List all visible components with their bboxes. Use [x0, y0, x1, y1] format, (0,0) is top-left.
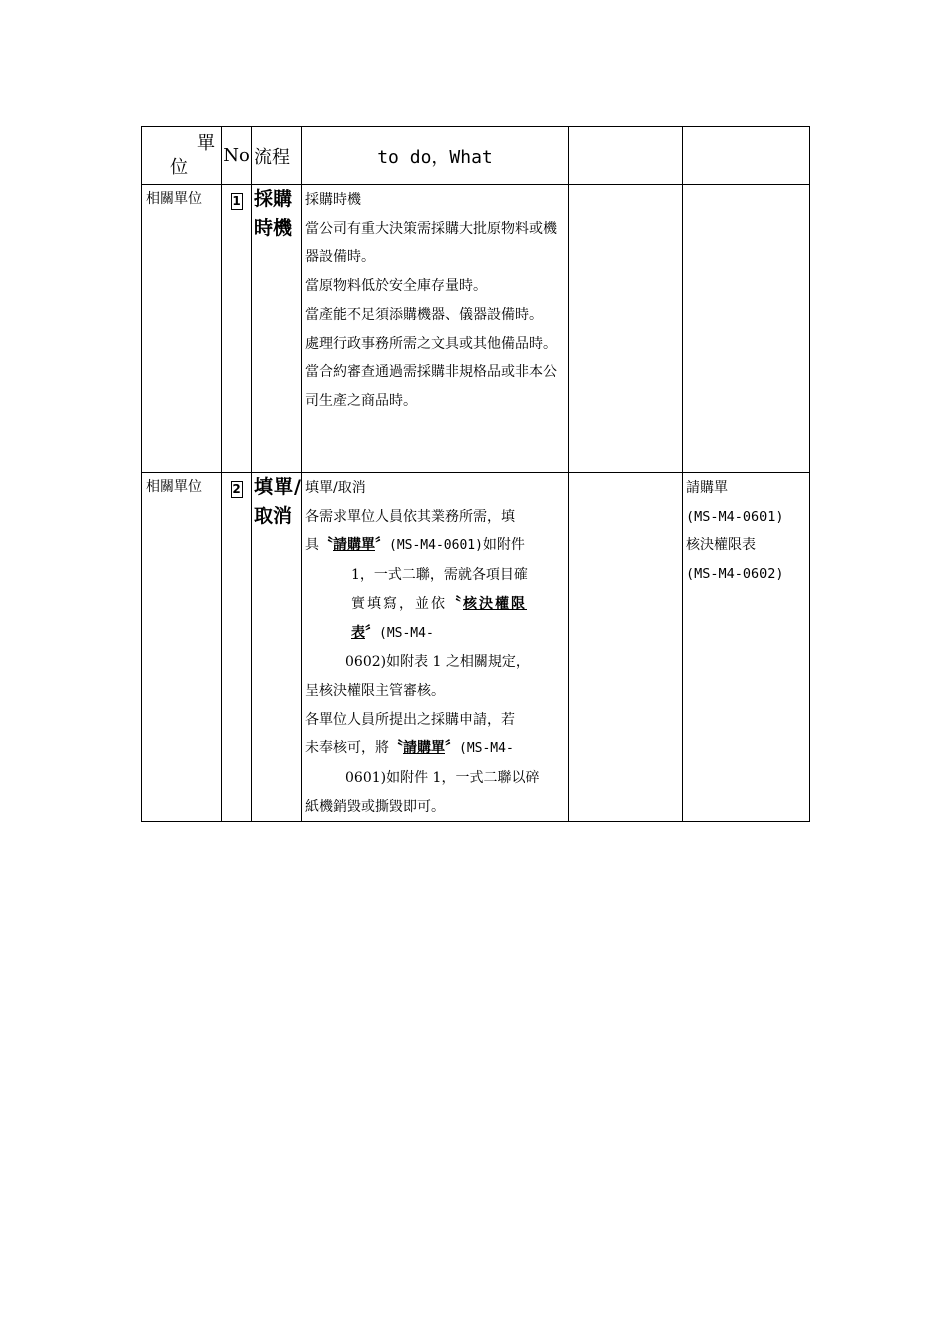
- description-line: 呈核決權限主管審核。: [305, 682, 445, 699]
- row-unit: 相關單位: [142, 473, 222, 822]
- row-extra-1: [569, 185, 683, 473]
- reference-line: 請購單: [686, 480, 728, 496]
- step-number-badge: 2: [232, 482, 241, 496]
- description-line: [305, 590, 566, 619]
- reference-line: (MS-M4-0602): [686, 566, 784, 583]
- quote-mark: 〝: [389, 740, 403, 757]
- quote-mark: 〞: [445, 740, 459, 757]
- quote-mark: 〞: [375, 537, 389, 554]
- description-line: 0602)如附表 1 之相關規定，: [345, 654, 530, 671]
- row-flow-step: 填單/取消: [252, 473, 302, 822]
- form-reference-requisition: 請購單: [403, 740, 445, 757]
- form-code: (MS-M4-: [459, 741, 514, 757]
- reference-line: (MS-M4-0601): [686, 508, 784, 525]
- step-number-badge: 1: [232, 194, 241, 208]
- row-unit: 相關單位: [142, 185, 222, 473]
- reference-line: 核決權限表: [686, 537, 756, 554]
- description-line: 填單/取消: [305, 480, 366, 496]
- header-extra-2: [683, 127, 810, 185]
- description-line: [305, 619, 566, 649]
- text-fragment: 如附件: [482, 537, 525, 554]
- table-row: [142, 185, 810, 473]
- quote-mark: 〝: [447, 595, 463, 612]
- header-unit-line2: 位: [170, 156, 188, 178]
- form-reference-requisition: 請購單: [333, 537, 375, 554]
- header-unit: [142, 127, 222, 185]
- form-reference-authority: 表: [351, 624, 365, 641]
- header-unit-line1: 單: [197, 132, 215, 154]
- description-line: 當原物料低於安全庫存量時。: [305, 278, 487, 295]
- text-fragment: 實填寫，並依: [351, 595, 447, 612]
- text-fragment: 未奉核可，將: [305, 740, 389, 757]
- form-code: (MS-M4-: [379, 625, 434, 641]
- row-description: [302, 473, 569, 822]
- description-line: 1，一式二聯，需就各項目確: [351, 567, 528, 584]
- table-header-row: [142, 127, 810, 185]
- description-line: 各需求單位人員依其業務所需，填: [305, 508, 515, 525]
- header-flow: 流程: [252, 127, 302, 185]
- description-line: 當產能不足須添購機器、儀器設備時。: [305, 306, 543, 323]
- row-description: [302, 185, 569, 473]
- description-line: 0601)如附件 1，一式二聯以碎: [345, 770, 540, 787]
- row-extra-2: [683, 185, 810, 473]
- text-fragment: 具: [305, 537, 319, 554]
- description-line: 處理行政事務所需之文具或其他備品時。: [305, 335, 557, 352]
- row-number: [222, 473, 252, 822]
- quote-mark: 〞: [365, 624, 379, 641]
- form-code: (MS-M4-0601): [389, 538, 483, 554]
- row-number: [222, 185, 252, 473]
- description-line: 當公司有重大決策需採購大批原物料或機器設備時。: [305, 220, 557, 266]
- description-line: 紙機銷毀或撕毀即可。: [305, 798, 445, 815]
- description-line: 採購時機: [305, 192, 361, 208]
- quote-mark: 〝: [319, 537, 333, 554]
- row-extra-1: [569, 473, 683, 822]
- header-no: No: [222, 127, 252, 185]
- header-what: to do，What: [302, 127, 569, 185]
- description-line: 當合約審查通過需採購非規格品或非本公司生產之商品時。: [305, 364, 557, 409]
- form-reference-authority: 核決權限: [463, 595, 527, 612]
- table-row: [142, 473, 810, 822]
- description-line: [305, 734, 566, 764]
- description-line: 各單位人員所提出之採購申請，若: [305, 711, 515, 728]
- row-flow-step: 採購時機: [252, 185, 302, 473]
- header-extra-1: [569, 127, 683, 185]
- procedure-table: [141, 126, 810, 822]
- row-references: [683, 473, 810, 822]
- description-line: [305, 531, 566, 561]
